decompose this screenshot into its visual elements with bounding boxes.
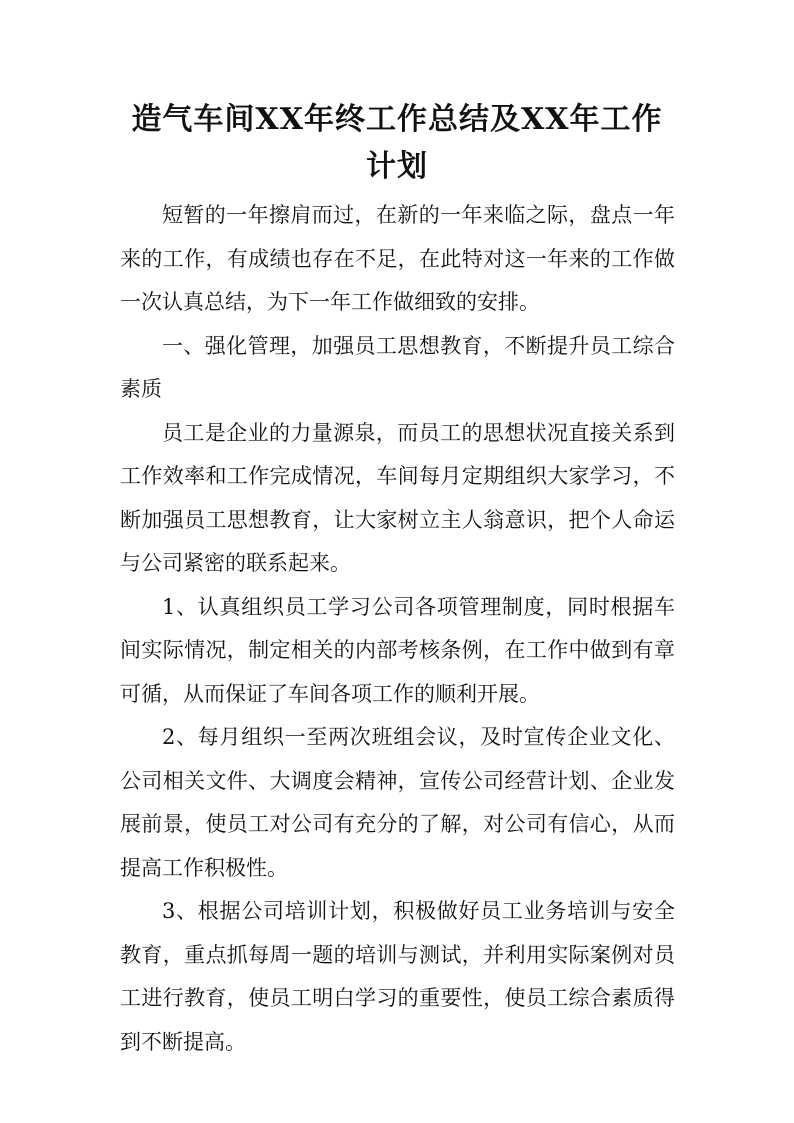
- list-item-3: 3、根据公司培训计划，积极做好员工业务培训与安全教育，重点抓每周一题的培训与测试，并利用实际案例对员工进行教育，使员工明白学习的重要性，使员工综合素质得到不断提高。: [120, 899, 675, 1054]
- document-body: [120, 194, 675, 1064]
- intro-paragraph: 短暂的一年擦肩而过，在新的一年来临之际，盘点一年来的工作，有成绩也存在不足，在此特对这一年来的工作做一次认真总结，为下一年工作做细致的安排。: [120, 203, 675, 314]
- list-item-2: 2、每月组织一至两次班组会议，及时宣传企业文化、公司相关文件、大调度会精神，宣传公司经营计划、企业发展前景，使员工对公司有充分的了解，对公司有信心，从而提高工作积极性。: [120, 725, 675, 880]
- list-item-1: 1、认真组织员工学习公司各项管理制度，同时根据车间实际情况，制定相关的内部考核条例，在工作中做到有章可循，从而保证了车间各项工作的顺利开展。: [120, 594, 675, 706]
- body-paragraph: 员工是企业的力量源泉，而员工的思想状况直接关系到工作效率和工作完成情况，车间每月定期组织大家学习，不断加强员工思想教育，让大家树立主人翁意识，把个人命运与公司紧密的联系起来。: [120, 420, 675, 575]
- document-title: 造气车间XX年终工作总结及XX年工作计划: [131, 102, 663, 184]
- section-heading: 一、强化管理，加强员工思想教育，不断提升员工综合素质: [120, 333, 675, 401]
